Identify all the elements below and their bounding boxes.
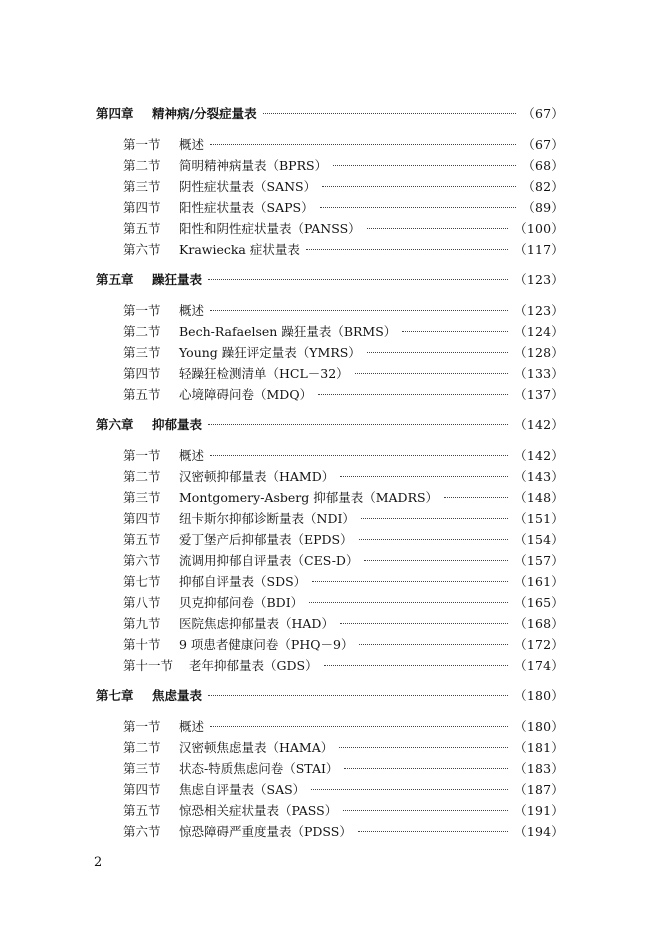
section-page: （154）: [514, 532, 564, 547]
section-entry[interactable]: [96, 572, 564, 593]
section-entry[interactable]: [96, 738, 564, 759]
section-entry[interactable]: [96, 656, 564, 677]
section-title: 阴性症状量表（SANS）: [179, 179, 317, 194]
section-title: 爱丁堡产后抑郁量表（EPDS）: [179, 532, 353, 547]
section-entry[interactable]: [96, 822, 564, 843]
section-number: 第六节: [123, 242, 161, 257]
dot-leader: [322, 186, 516, 187]
section-page: （174）: [514, 658, 564, 673]
dot-leader: [324, 665, 509, 666]
dot-leader: [318, 394, 508, 395]
dot-leader: [364, 560, 508, 561]
section-title: 焦虑自评量表（SAS）: [179, 782, 306, 797]
dot-leader: [263, 113, 517, 114]
section-page: （143）: [514, 469, 564, 484]
section-page: （68）: [522, 158, 564, 173]
section-page: （194）: [514, 824, 564, 839]
section-title: 概述: [179, 719, 205, 734]
chapter-page: （180）: [514, 688, 564, 703]
section-entry[interactable]: [96, 219, 564, 240]
section-title: 概述: [179, 137, 205, 152]
section-title: 流调用抑郁自评量表（CES-D）: [179, 553, 359, 568]
section-number: 第六节: [123, 824, 161, 839]
dot-leader: [359, 644, 508, 645]
dot-leader: [355, 373, 508, 374]
dot-leader: [210, 144, 516, 145]
section-title: 9 项患者健康问卷（PHQ－9）: [179, 637, 354, 652]
section-title: 概述: [179, 303, 205, 318]
section-entry[interactable]: [96, 322, 564, 343]
table-of-contents: [96, 104, 564, 843]
section-title: 老年抑郁量表（GDS）: [189, 658, 318, 673]
section-title: 贝克抑郁问卷（BDI）: [179, 595, 304, 610]
section-title: 汉密顿焦虑量表（HAMA）: [179, 740, 334, 755]
section-title: 阳性和阴性症状量表（PANSS）: [179, 221, 361, 236]
chapter-entry[interactable]: [96, 270, 564, 291]
section-number: 第一节: [123, 448, 161, 463]
section-page: （137）: [514, 387, 564, 402]
dot-leader: [210, 310, 508, 311]
chapter-block: [96, 270, 564, 406]
dot-leader: [444, 497, 508, 498]
section-title: 汉密顿抑郁量表（HAMD）: [179, 469, 335, 484]
section-entry[interactable]: [96, 635, 564, 656]
chapter-entry[interactable]: [96, 686, 564, 707]
section-entry[interactable]: [96, 156, 564, 177]
chapter-number: 第四章: [96, 106, 134, 121]
section-title: Montgomery-Asberg 抑郁量表（MADRS）: [179, 490, 439, 505]
section-number: 第七节: [123, 574, 161, 589]
section-entry[interactable]: [96, 177, 564, 198]
section-page: （124）: [514, 324, 564, 339]
section-number: 第四节: [123, 366, 161, 381]
dot-leader: [402, 331, 508, 332]
dot-leader: [358, 831, 508, 832]
section-page: （157）: [514, 553, 564, 568]
section-title: 阳性症状量表（SAPS）: [179, 200, 314, 215]
chapter-number: 第七章: [96, 688, 134, 703]
section-title: Krawiecka 症状量表: [179, 242, 300, 257]
section-title: 心境障碍问卷（MDQ）: [179, 387, 313, 402]
section-title: 惊恐障碍严重度量表（PDSS）: [179, 824, 352, 839]
section-number: 第四节: [123, 782, 161, 797]
section-title: 概述: [179, 448, 205, 463]
section-entry[interactable]: [96, 198, 564, 219]
section-title: 状态-特质焦虑问卷（STAI）: [179, 761, 339, 776]
section-number: 第二节: [123, 469, 161, 484]
section-page: （180）: [514, 719, 564, 734]
section-entry[interactable]: [96, 717, 564, 738]
dot-leader: [333, 165, 516, 166]
dot-leader: [339, 747, 508, 748]
section-page: （89）: [522, 200, 564, 215]
section-page: （183）: [514, 761, 564, 776]
chapter-number: 第六章: [96, 417, 134, 432]
dot-leader: [340, 623, 508, 624]
page-number: 2: [94, 855, 103, 870]
chapter-title: 焦虑量表: [152, 688, 203, 703]
section-page: （181）: [514, 740, 564, 755]
section-entry[interactable]: [96, 551, 564, 572]
section-title: 轻躁狂检测清单（HCL－32）: [179, 366, 349, 381]
dot-leader: [208, 695, 508, 696]
section-page: （165）: [514, 595, 564, 610]
dot-leader: [320, 207, 517, 208]
section-entry[interactable]: [96, 780, 564, 801]
section-number: 第三节: [123, 490, 161, 505]
section-number: 第二节: [123, 324, 161, 339]
section-page: （123）: [514, 303, 564, 318]
section-number: 第二节: [123, 740, 161, 755]
chapter-title: 精神病/分裂症量表: [152, 106, 257, 121]
section-number: 第四节: [123, 511, 161, 526]
section-page: （100）: [514, 221, 564, 236]
section-number: 第四节: [123, 200, 161, 215]
section-number: 第九节: [123, 616, 161, 631]
section-page: （187）: [514, 782, 564, 797]
chapter-block: [96, 104, 564, 261]
section-number: 第五节: [123, 221, 161, 236]
section-number: 第五节: [123, 803, 161, 818]
section-entry[interactable]: [96, 593, 564, 614]
dot-leader: [210, 726, 508, 727]
chapter-block: [96, 686, 564, 843]
chapter-number: 第五章: [96, 272, 134, 287]
section-page: （142）: [514, 448, 564, 463]
section-entry[interactable]: [96, 801, 564, 822]
dot-leader: [208, 424, 508, 425]
section-number: 第一节: [123, 137, 161, 152]
dot-leader: [309, 602, 508, 603]
section-entry[interactable]: [96, 240, 564, 261]
section-number: 第十节: [123, 637, 161, 652]
dot-leader: [210, 455, 508, 456]
dot-leader: [361, 518, 508, 519]
section-page: （128）: [514, 345, 564, 360]
section-entry[interactable]: [96, 488, 564, 509]
section-page: （151）: [514, 511, 564, 526]
chapter-entry[interactable]: [96, 415, 564, 436]
section-page: （117）: [514, 242, 564, 257]
chapter-block: [96, 415, 564, 677]
section-page: （67）: [522, 137, 564, 152]
chapter-title: 抑郁量表: [152, 417, 203, 432]
section-title: 抑郁自评量表（SDS）: [179, 574, 307, 589]
dot-leader: [311, 789, 508, 790]
section-title: 简明精神病量表（BPRS）: [179, 158, 328, 173]
section-entry[interactable]: [96, 135, 564, 156]
chapter-entry[interactable]: [96, 104, 564, 125]
chapter-page: （123）: [514, 272, 564, 287]
dot-leader: [367, 352, 508, 353]
section-number: 第一节: [123, 303, 161, 318]
section-title: Bech-Rafaelsen 躁狂量表（BRMS）: [179, 324, 397, 339]
dot-leader: [359, 539, 509, 540]
section-entry[interactable]: [96, 301, 564, 322]
section-page: （133）: [514, 366, 564, 381]
dot-leader: [344, 768, 508, 769]
section-entry[interactable]: [96, 364, 564, 385]
dot-leader: [340, 476, 508, 477]
section-number: 第三节: [123, 179, 161, 194]
section-page: （82）: [522, 179, 564, 194]
section-page: （168）: [514, 616, 564, 631]
section-number: 第三节: [123, 761, 161, 776]
section-page: （148）: [514, 490, 564, 505]
section-number: 第五节: [123, 387, 161, 402]
section-number: 第一节: [123, 719, 161, 734]
section-entry[interactable]: [96, 509, 564, 530]
section-number: 第五节: [123, 532, 161, 547]
section-entry[interactable]: [96, 385, 564, 406]
section-number: 第三节: [123, 345, 161, 360]
section-page: （191）: [514, 803, 564, 818]
section-number: 第八节: [123, 595, 161, 610]
dot-leader: [343, 810, 508, 811]
section-entry[interactable]: [96, 343, 564, 364]
section-page: （161）: [514, 574, 564, 589]
section-entry[interactable]: [96, 446, 564, 467]
dot-leader: [367, 228, 509, 229]
dot-leader: [208, 279, 508, 280]
section-entry[interactable]: [96, 759, 564, 780]
section-number: 第二节: [123, 158, 161, 173]
chapter-title: 躁狂量表: [152, 272, 203, 287]
dot-leader: [312, 581, 508, 582]
dot-leader: [306, 249, 508, 250]
chapter-page: （142）: [514, 417, 564, 432]
section-number: 第六节: [123, 553, 161, 568]
chapter-page: （67）: [522, 106, 564, 121]
section-page: （172）: [514, 637, 564, 652]
section-entry[interactable]: [96, 614, 564, 635]
section-entry[interactable]: [96, 530, 564, 551]
section-title: Young 躁狂评定量表（YMRS）: [179, 345, 361, 360]
section-number: 第十一节: [123, 658, 174, 673]
section-title: 惊恐相关症状量表（PASS）: [179, 803, 338, 818]
section-entry[interactable]: [96, 467, 564, 488]
section-title: 纽卡斯尔抑郁诊断量表（NDI）: [179, 511, 355, 526]
section-title: 医院焦虑抑郁量表（HAD）: [179, 616, 334, 631]
